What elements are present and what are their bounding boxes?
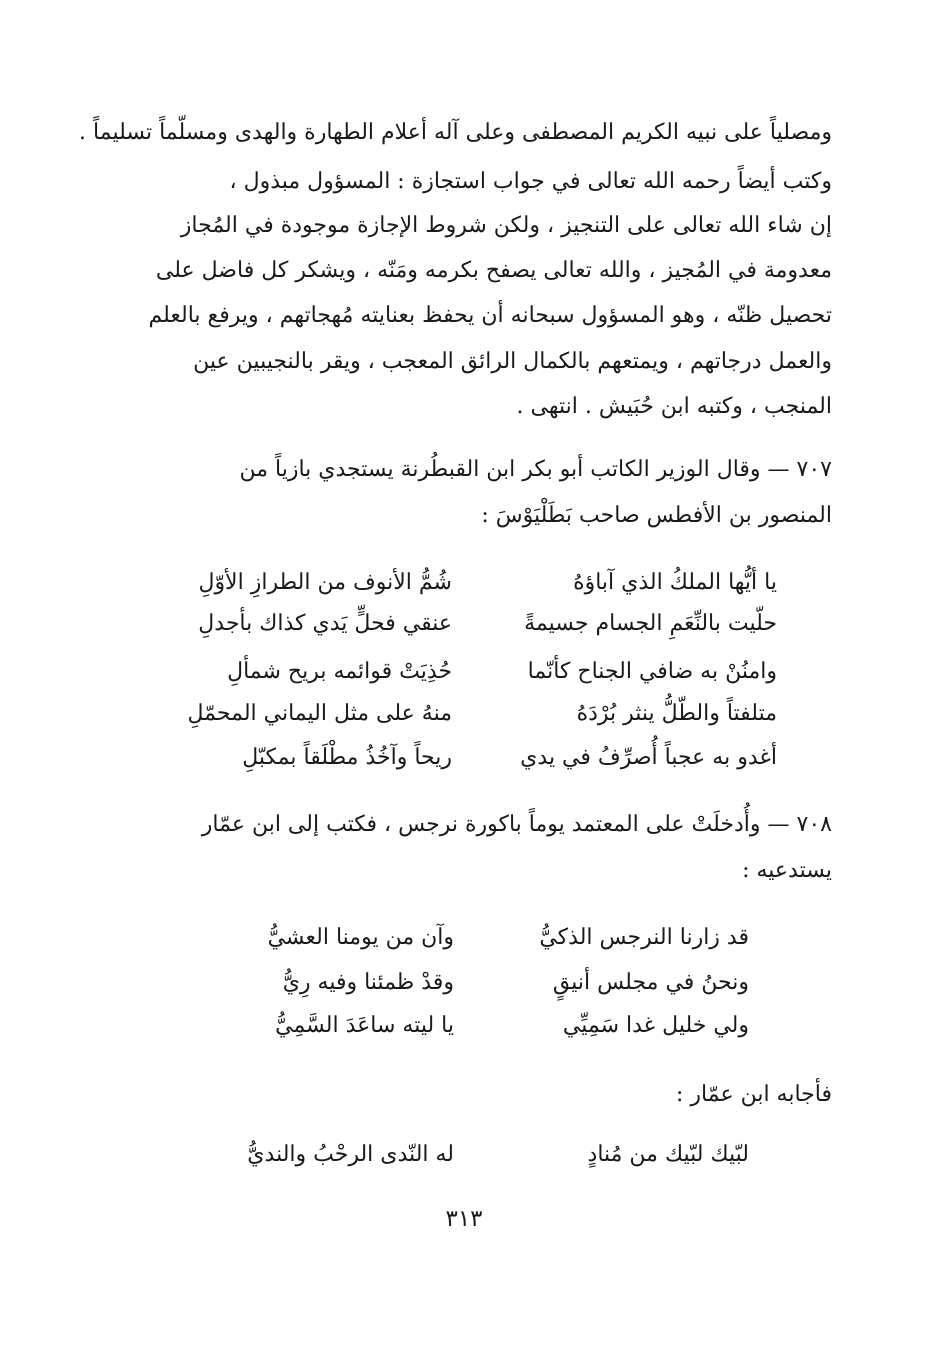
verse-first-hemistich: أغدو به عجباً أُصرِّفُ في يدي: [520, 745, 777, 770]
verse-first-hemistich: ونحنُ في مجلس أنيقٍ: [552, 970, 749, 995]
verse-first-hemistich: وامنُنْ به ضافي الجناح كأنّما: [527, 659, 777, 684]
verse-second-hemistich: يا ليته ساعَدَ السَّمِيُّ: [275, 1013, 454, 1038]
verse-first-hemistich: قد زارنا النرجس الذكيُّ: [539, 925, 749, 950]
text-line: المنجب ، وكتبه ابن حُبَيش . انتهى .: [516, 394, 832, 419]
verse-second-hemistich: منهُ على مثل اليماني المحمّلِ: [187, 701, 452, 726]
text-line: معدومة في المُجيز ، والله تعالى يصفح بكرمه ومَنّه ، ويشكر كل فاضل على: [155, 258, 832, 283]
verse-first-hemistich: متلفتاً والطّلُّ ينثر بُرْدَهُ: [576, 701, 777, 726]
verse-second-hemistich: وقدْ ظمئنا وفيه رِيُّ: [282, 970, 454, 995]
verse-second-hemistich: ريحاً وآخُذُ مطْلَقاً بمكبّلِ: [242, 745, 452, 770]
text-line: إن شاء الله تعالى على التنجيز ، ولكن شروط الإجازة موجودة في المُجاز: [180, 213, 832, 238]
verse-second-hemistich: حُذِيَتْ قوائمه بريح شمألِ: [227, 659, 452, 684]
text-line: وكتب أيضاً رحمه الله تعالى في جواب استجازة : المسؤول مبذول ،: [229, 169, 832, 194]
verse-second-hemistich: عنقي فحلٍّ يَدي كذاك بأجدلِ: [198, 611, 452, 636]
verse-first-hemistich: يا أيُّها الملكُ الذي آباؤهُ: [573, 570, 777, 595]
text-line: ومصلياً على نبيه الكريم المصطفى وعلى آله أعلام الطهارة والهدى ومسلّماً تسليماً .: [79, 120, 832, 145]
verse-second-hemistich: وآن من يومنا العشيُّ: [267, 925, 454, 950]
text-line: المنصور بن الأفطس صاحب بَطَلْيَوْسَ :: [481, 503, 832, 528]
verse-second-hemistich: شُمُّ الأنوف من الطرازِ الأوّلِ: [198, 570, 452, 595]
page-number: ٣١٣: [445, 1206, 483, 1232]
text-line: ٧٠٧ — وقال الوزير الكاتب أبو بكر ابن القبطُرنة يستجدي بازياً من: [239, 457, 832, 482]
verse-first-hemistich: ولي خليل غدا سَمِيِّي: [562, 1013, 749, 1038]
text-line: والعمل درجاتهم ، ويمتعهم بالكمال الرائق المعجب ، ويقر بالنجيبين عين: [193, 349, 832, 374]
verse-second-hemistich: له النّدى الرحْبُ والنديُّ: [247, 1142, 454, 1167]
text-line: يستدعيه :: [742, 858, 832, 883]
verse-first-hemistich: حلّيت بالنِّعَمِ الجسام جسيمةً: [524, 611, 777, 636]
text-line: ٧٠٨ — وأُدخلَتْ على المعتمد يوماً باكورة نرجس ، فكتب إلى ابن عمّار: [201, 812, 832, 837]
text-line: فأجابه ابن عمّار :: [676, 1082, 832, 1107]
text-line: تحصيل ظنّه ، وهو المسؤول سبحانه أن يحفظ بعنايته مُهجاتهم ، ويرفع بالعلم: [148, 303, 832, 328]
verse-first-hemistich: لبّيك لبّيك من مُنادٍ: [587, 1142, 749, 1167]
